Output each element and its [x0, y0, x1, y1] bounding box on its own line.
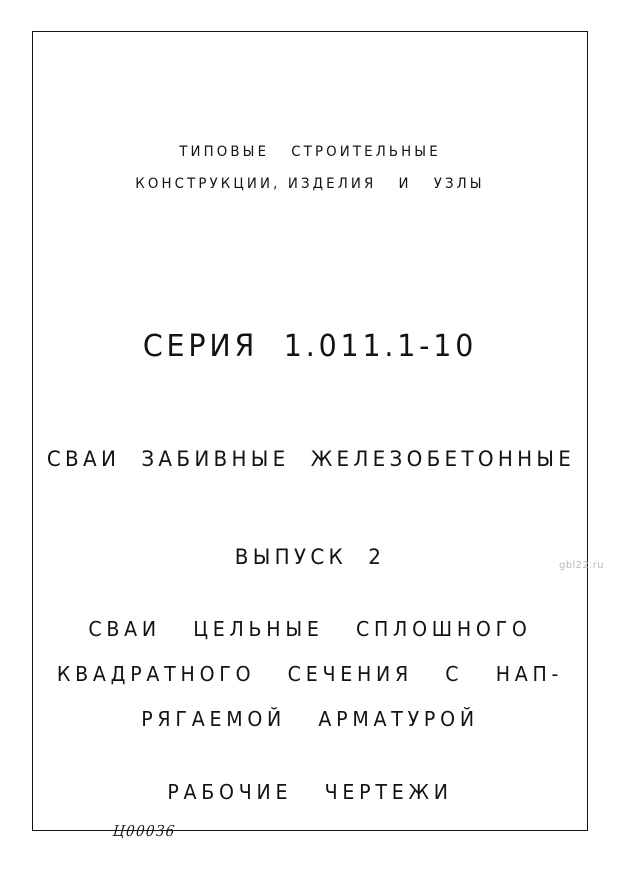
archive-stamp: Ц000З6 [112, 822, 177, 840]
series-number: СЕРИЯ 1.011.1-10 [142, 329, 478, 364]
header-line-1: ТИПОВЫЕ СТРОИТЕЛЬНЫЕ [179, 144, 441, 160]
document-type: РАБОЧИЕ ЧЕРТЕЖИ [167, 780, 453, 804]
description-line-2: КВАДРАТНОГО СЕЧЕНИЯ С НАП- [56, 662, 564, 686]
description-line-3: РЯГАЕМОЙ АРМАТУРОЙ [141, 707, 479, 731]
document-sheet-border [32, 31, 588, 840]
issue-number: ВЫПУСК 2 [234, 545, 386, 569]
subject-title: СВАИ ЗАБИВНЫЕ ЖЕЛЕЗОБЕТОННЫЕ [46, 447, 576, 471]
watermark: gbl22.ru [558, 560, 604, 571]
description-line-1: СВАИ ЦЕЛЬНЫЕ СПЛОШНОГО [88, 617, 532, 641]
header-line-2: КОНСТРУКЦИИ, ИЗДЕЛИЯ И УЗЛЫ [135, 176, 485, 192]
